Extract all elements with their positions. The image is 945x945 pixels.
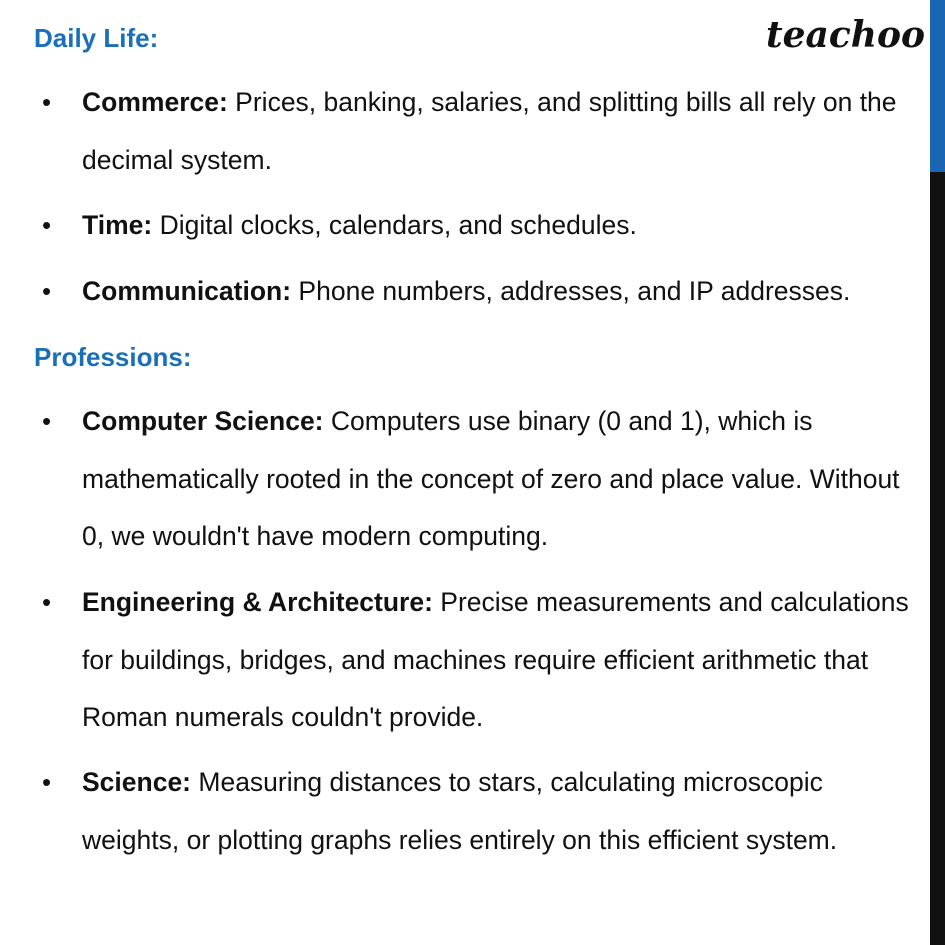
list-item-term: Communication: <box>82 276 292 306</box>
list-item-text <box>82 197 912 255</box>
bullet: • <box>42 587 52 617</box>
side-bar <box>930 0 945 945</box>
side-bar-accent <box>930 0 945 172</box>
list-item-description: Measuring distances to stars, calculating microscopic weights, or plotting graphs relies entirely on this efficient system. <box>82 767 838 855</box>
list-item-description: Phone numbers, addresses, and IP addresses. <box>291 276 851 306</box>
list-item-description: Precise measurements and calculations for buildings, bridges, and machines require efficient arithmetic that Roman numerals couldn't provide. <box>82 587 909 732</box>
list-item-term: Science: <box>82 767 192 797</box>
list-item-description: Digital clocks, calendars, and schedules. <box>152 210 637 240</box>
list-item-text <box>82 393 912 566</box>
list-item-term: Computer Science: <box>82 406 324 436</box>
bullet: • <box>42 276 52 306</box>
bullet: • <box>42 210 52 240</box>
list-item-description: Prices, banking, salaries, and splitting bills all rely on the decimal system. <box>82 87 897 175</box>
list-item-term: Commerce: <box>82 87 228 117</box>
list-item-description: Computers use binary (0 and 1), which is mathematically rooted in the concept of zero and place value. Without 0, we wouldn't have modern computing. <box>82 406 900 551</box>
bullet: • <box>42 87 52 117</box>
bullet: • <box>42 406 52 436</box>
list-item-term: Engineering & Architecture: <box>82 587 433 617</box>
list-item-text <box>82 574 912 747</box>
list-item-text <box>82 754 912 869</box>
list-item-text <box>82 263 912 321</box>
section-heading-daily-life: Daily Life: <box>34 23 159 53</box>
bullet: • <box>42 767 52 797</box>
list-item-text <box>82 74 912 189</box>
section-heading-professions: Professions: <box>34 342 192 372</box>
teachoo-logo: teachoo <box>766 14 925 56</box>
list-item-term: Time: <box>82 210 153 240</box>
